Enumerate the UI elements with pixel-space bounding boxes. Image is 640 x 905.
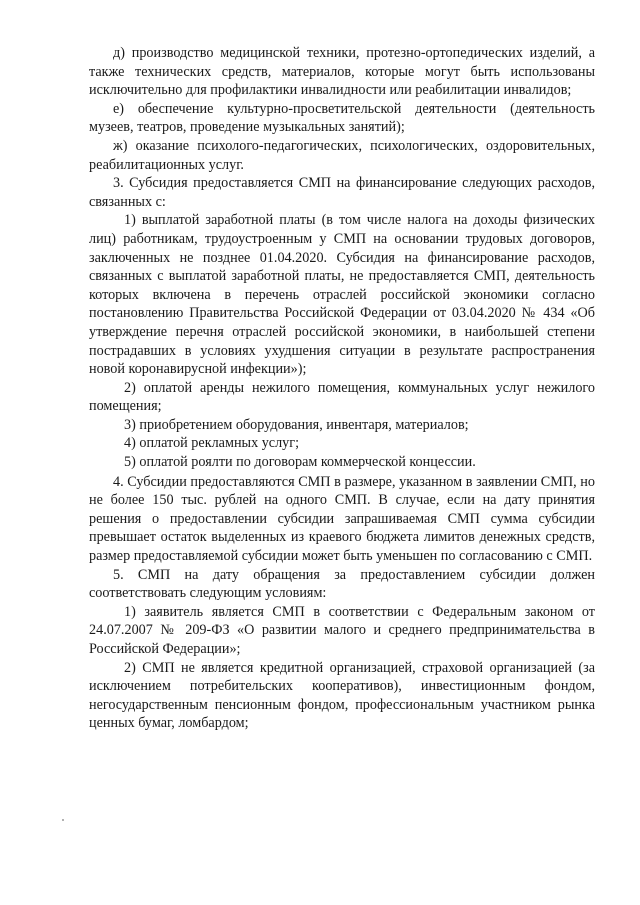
section-3-item-4: 4) оплатой рекламных услуг; [124,435,300,452]
section-4-paragraph: 4. Субсидии предоставляются СМП в размере, указанном в заявлении СМП, но не более 150 тыс. рублей на одного СМП. В случае, если на дату принятия решения о предоставлении субсидии запрашиваемая СМП сумма субсидии превышает остаток выделенных из краевого бюджета лимитов денежных средств, размер предоставляемой субсидии может быть уменьшен по согласованию с СМП. [89,473,595,565]
section-5-item-1: 1) заявитель является СМП в соответствии с Федеральным законом от 24.07.2007 № 209-ФЗ «О развитии малого и среднего предпринимательства в Российской Федерации»; [89,603,595,657]
section-5-paragraph: 5. СМП на дату обращения за предоставлением субсидии должен соответствовать следующим условиям: [89,566,595,602]
section-3-item-1: 1) выплатой заработной платы (в том числе налога на доходы физических лиц) работникам, трудоустроенным у СМП на основании трудовых договоров, заключенных не позднее 01.04.2020. Субсидия на финансирование расходов, связанных с выплатой заработной платы, не предоставляется СМП, деятельность которых включена в перечень отраслей российской экономики согласно постановлению Правительства Российской Федерации от 03.04.2020 № 434 «Об утверждение перечня отраслей российской экономики, в наибольшей степени пострадавших в условиях ухудшения ситуации в результате распространения новой коронавирусной инфекции»); [89,212,595,378]
clause-e-paragraph: е) обеспечение культурно-просветительской деятельности (деятельность музеев, театров, проведение музыкальных занятий); [89,100,595,136]
section-3-paragraph: 3. Субсидия предоставляется СМП на финансирование следующих расходов, связанных с: [89,175,595,210]
document-body [89,44,595,733]
scan-speck [62,819,64,821]
clause-zh-paragraph: ж) оказание психолого-педагогических, психологических, оздоровительных, реабилитационных услуг. [89,137,595,173]
clause-d-paragraph: д) производство медицинской техники, протезно-ортопедических изделий, а также технических средств, материалов, которые могут быть использованы исключительно для профилактики инвалидности или реабилитации инвалидов; [89,45,595,99]
section-5-item-2: 2) СМП не является кредитной организацией, страховой организацией (за исключением потребительских кооперативов), инвестиционным фондом, негосударственным пенсионным фондом, профессиональным участником рынка ценных бумаг, ломбардом; [89,659,595,732]
section-3-item-5: 5) оплатой роялти по договорам коммерческой концессии. [124,454,476,471]
section-3-item-2: 2) оплатой аренды нежилого помещения, коммунальных услуг нежилого помещения; [89,379,595,415]
section-3-item-3: 3) приобретением оборудования, инвентаря, материалов; [124,416,469,433]
